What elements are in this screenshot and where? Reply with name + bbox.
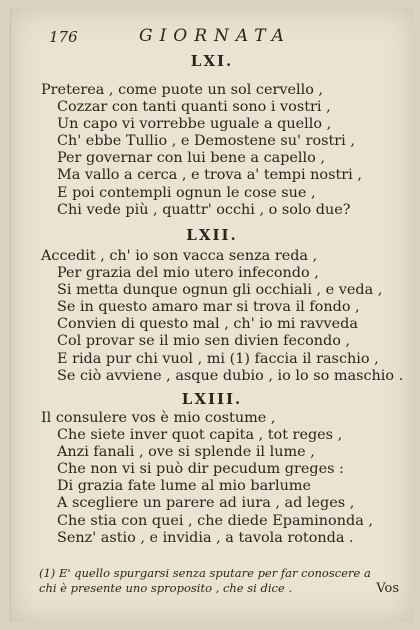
running-title: GIORNATA [139, 26, 291, 46]
verse-line: Se in questo amaro mar si trova il fondo , [57, 299, 360, 316]
stanza-lxii [41, 248, 404, 385]
verse-line: Che siete inver quot capita , tot reges , [57, 427, 343, 444]
verse-line: Senz' astio , e invidia , a tavola rotonda . [57, 529, 354, 546]
verse-line: Anzi fanali , ove si splende il lume , [57, 444, 315, 461]
verse-line: Ma vallo a cerca , e trova a' tempi nostri , [57, 167, 362, 184]
verse-line: Chi vede più , quattr' occhi , o solo due? [57, 201, 351, 218]
verse-line: Accedit , ch' io son vacca senza reda , [41, 248, 318, 264]
verse-line: Ch' ebbe Tullio , e Demostene su' rostri , [57, 133, 355, 150]
section-title-lxi: LXI. [190, 52, 234, 70]
page-number: 176 [49, 28, 78, 46]
verse-line: Un capo vi vorrebbe uguale a quello , [57, 116, 332, 133]
verse-line: Preterea , come puote un sol cervello , [41, 82, 324, 98]
verse-line: A scegliere un parere ad iura , ad leges , [57, 495, 355, 512]
stanza-lxiii [41, 410, 391, 547]
verse-line: Il consulere vos è mio costume , [41, 410, 276, 426]
verse-line: Convien di questo mal , ch' io mi ravveda [57, 316, 358, 333]
verse-line: Che non vi si può dir pecudum greges : [57, 461, 344, 478]
book-page [10, 8, 413, 622]
page-header [49, 26, 389, 48]
footnote-line: (1) E' quello spurgarsi senza sputare per far conoscere a [39, 566, 371, 580]
section-title-lxiii: LXIII. [181, 390, 243, 408]
footnote [39, 566, 399, 596]
verse-line: Cozzar con tanti quanti sono i vostri , [57, 99, 331, 116]
verse-line: Per grazia del mio utero infecondo , [57, 265, 319, 282]
verse-line: Se ciò avviene , asque dubio , io lo so maschio . [57, 367, 404, 384]
verse-line: Che stia con quei , che diede Epaminonda , [57, 512, 373, 529]
catchword: Vos [376, 581, 399, 596]
verse-line: Si metta dunque ognun gli occhiali , e veda , [57, 282, 383, 299]
verse-line: E rida pur chi vuol , mi (1) faccia il raschio , [57, 350, 379, 367]
verse-line: E poi contempli ognun le cose sue , [57, 184, 316, 201]
verse-line: Di grazia fate lume al mio barlume [57, 478, 312, 495]
footnote-line: chi è presente uno sproposito , che si dice . [39, 581, 293, 595]
verse-line: Per governar con lui bene a capello , [57, 150, 325, 167]
stanza-lxi [41, 82, 391, 219]
section-title-lxii: LXII. [186, 226, 238, 244]
verse-line: Col provar se il mio sen divien fecondo , [57, 333, 351, 350]
